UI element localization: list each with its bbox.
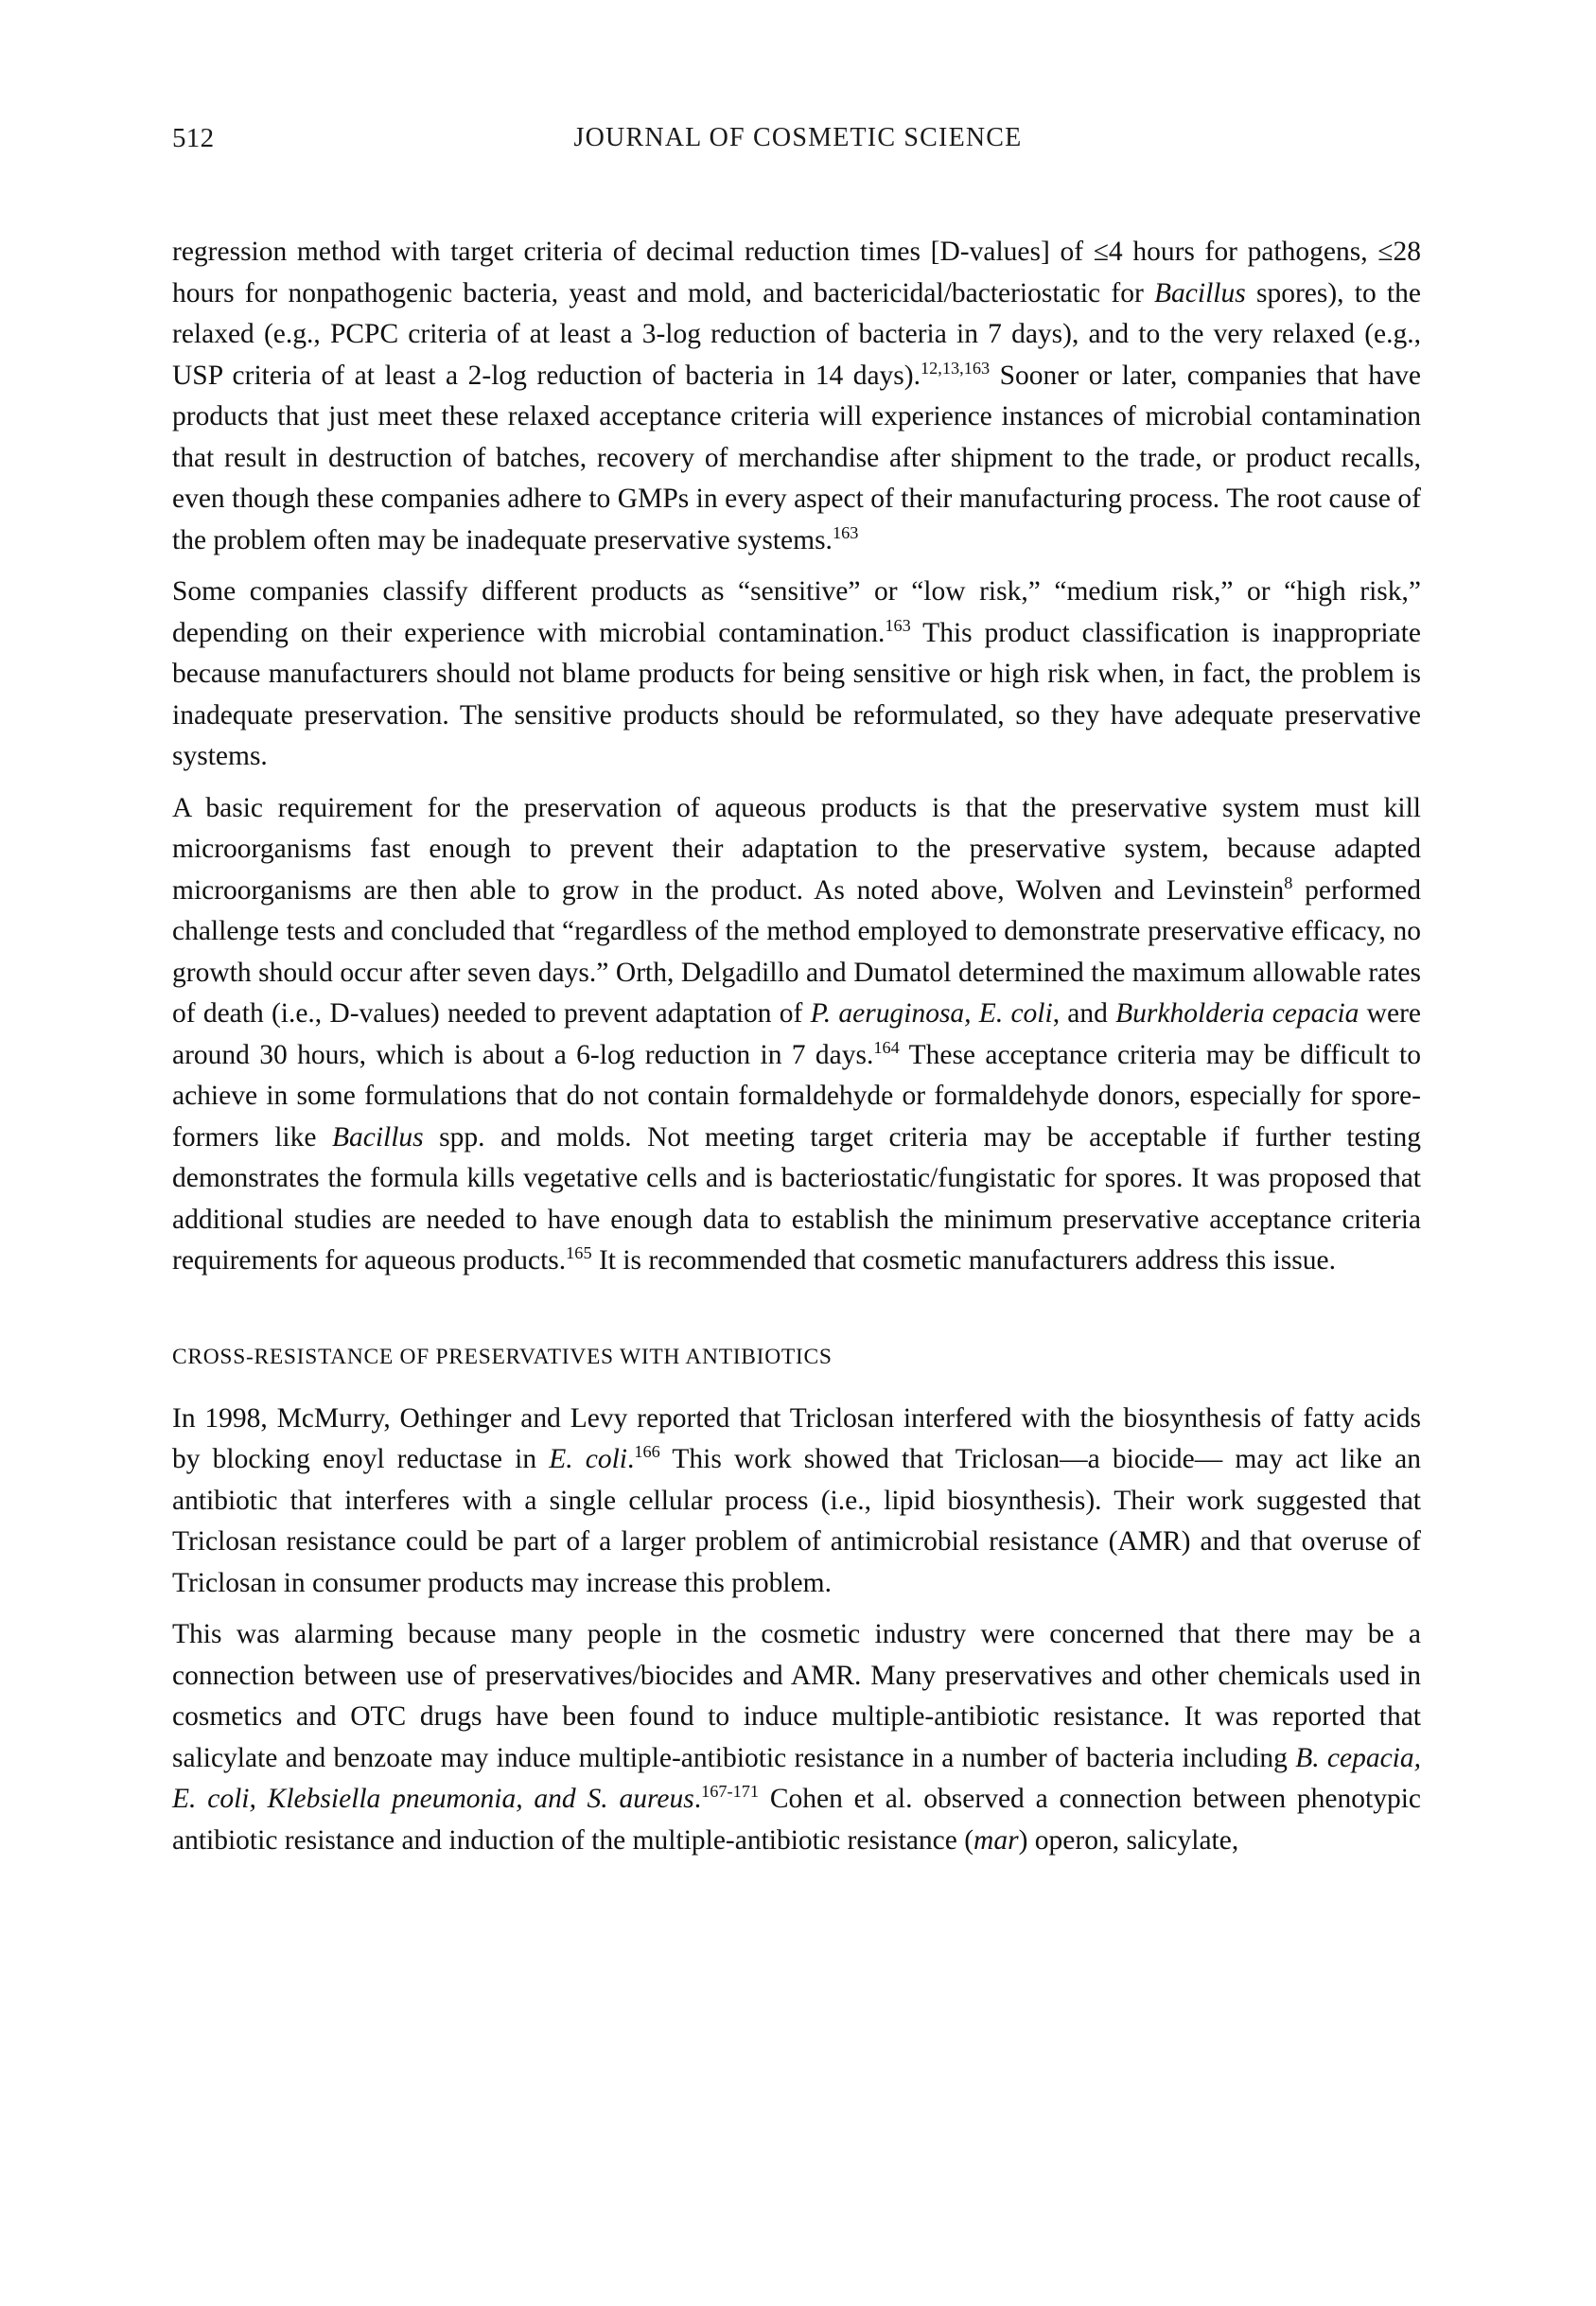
page-number: 512 <box>172 123 215 153</box>
paragraph: This was alarming because many people in the cosmetic industry were concerned that there may be a connection between use of preservatives/biocides and AMR. Many preservatives and other chemicals used in cosmetics and OTC drugs have been found to induce multiple-antibiotic resistance. It was reported that salicylate and benzoate may induce multiple-antibiotic resistance in a number of bacteria including B. cepacia, E. coli, Klebsiella pneumonia, and S. aureus.$^{167-171}$ Cohen et al. observed a connection between phenotypic antibiotic resistance and induction of the multiple-antibiotic resistance (mar) operon, salicylate, <box>172 1619 1422 1856</box>
paragraph: Some companies classify different products as “sensitive” or “low risk,” “medium risk,” or “high risk,” depending on their experience with microbial contamination.$^{163}$ This product classification is inappropriate because manufacturers should not blame products for being sensitive or high risk when, in fact, the problem is inadequate preservation. The sensitive products should be reformulated, so they have adequate preservative systems. <box>172 576 1422 771</box>
page-content <box>172 232 1421 1872</box>
paragraph: regression method with target criteria of decimal reduction times [D-values] of ≤4 hours for pathogens, ≤28 hours for nonpathogenic bacteria, yeast and mold, and bactericidal/bacteriostatic for Bacillus spores), to the relaxed (e.g., PCPC criteria of at least a 3-log reduction of bacteria in 7 days), and to the very relaxed (e.g., USP criteria of at least a 2-log reduction of bacteria in 14 days).$^{12,13,163}$ Sooner or later, companies that have products that just meet these relaxed acceptance criteria will experience instances of microbial contamination that result in destruction of batches, recovery of merchandise after shipment to the trade, or product recalls, even though these companies adhere to GMPs in every aspect of their manufacturing process. The root cause of the problem often may be inadequate preservative systems.$^{163}$ <box>172 237 1422 555</box>
paragraph: In 1998, McMurry, Oethinger and Levy reported that Triclosan interfered with the biosynthesis of fatty acids by blocking enoyl reductase in E. coli.$^{166}$ This work showed that Triclosan—a biocide— may act like an antibiotic that interferes with a single cellular process (i.e., lipid biosynthesis). Their work suggested that Triclosan resistance could be part of a larger problem of antimicrobial resistance (AMR) and that overuse of Triclosan in consumer products may increase this problem. <box>172 1402 1421 1598</box>
running-head: JOURNAL OF COSMETIC SCIENCE <box>573 123 1023 152</box>
page-header <box>0 123 1596 161</box>
paragraph: A basic requirement for the preservation of aqueous products is that the preservative system must kill microorganisms fast enough to prevent their adaptation to the preservative system, because adapted microorganisms are then able to grow in the product. As noted above, Wolven and Levinstein$^8$ performed challenge tests and concluded that “regardless of the method employed to demonstrate preservative efficacy, no growth should occur after seven days.” Orth, Delgadillo and Dumatol determined the maximum allowable rates of death (i.e., D-values) needed to prevent adaptation of P. aeruginosa, E. coli, and Burkholderia cepacia were around 30 hours, which is about a 6-log reduction in 7 days.$^{164}$ These acceptance criteria may be difficult to achieve in some formulations that do not contain formaldehyde or formaldehyde donors, especially for spore-formers like Bacillus spp. and molds. Not meeting target criteria may be acceptable if further testing demonstrates the formula kills vegetative cells and is bacteriostatic/fungistatic for spores. It was proposed that additional studies are needed to have enough data to establish the minimum preservative acceptance criteria requirements for aqueous products.$^{165}$ It is recommended that cosmetic manufacturers address this issue. <box>172 792 1422 1276</box>
section-heading: CROSS-RESISTANCE OF PRESERVATIVES WITH ANTIBIOTICS <box>172 1344 833 1369</box>
